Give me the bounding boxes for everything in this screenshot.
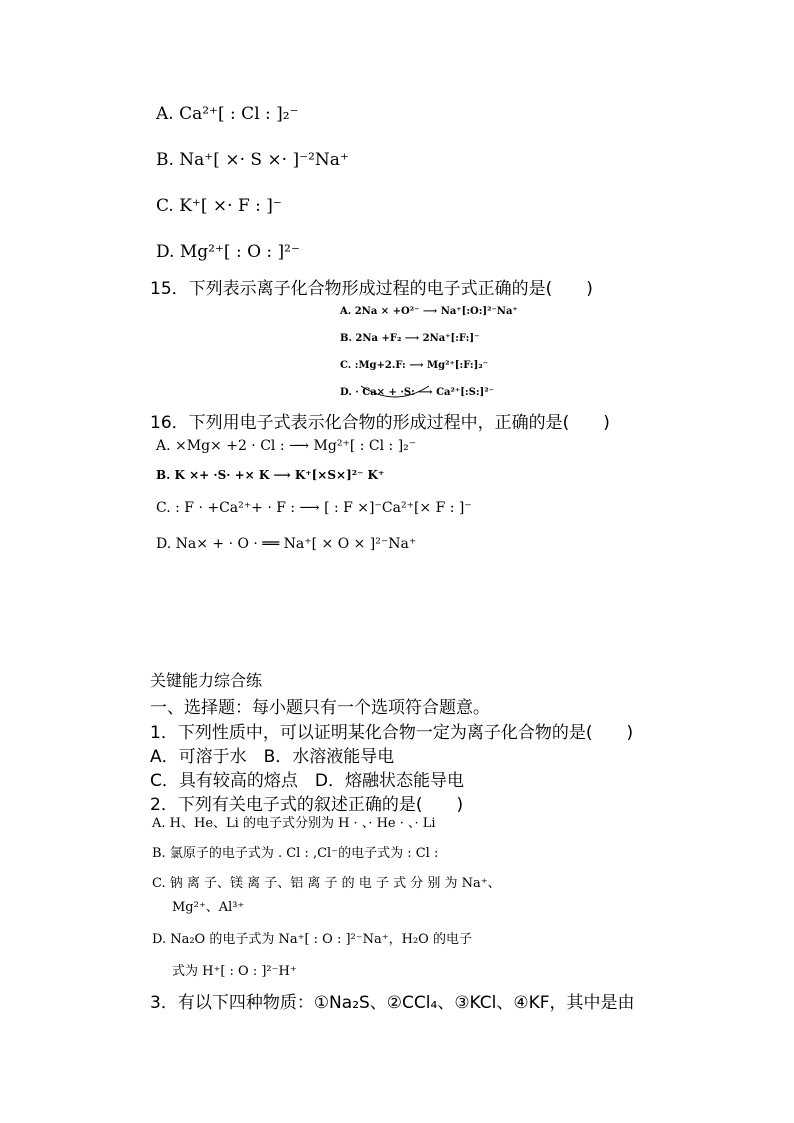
q1-stem: 1．下列性质中，可以证明某化合物一定为离子化合物的是( )	[150, 723, 634, 743]
q2-option-b: B. 氯原子的电子式为 . Cl : ,Cl⁻的电子式为 : Cl :	[152, 846, 439, 861]
prev-option-a: A. Ca²⁺[ : Cl : ]₂⁻	[156, 104, 299, 124]
q15-option-d: D. · Ca× + ·S: ⟶ Ca²⁺[:S:]²⁻	[340, 387, 494, 398]
q16-option-c: C. : F · +Ca²⁺+ · F : ⟶ [ : F ×]⁻Ca²⁺[× F : ]⁻	[156, 500, 472, 516]
q16-option-d: D. Na× + · O · ══ Na⁺[ × O × ]²⁻Na⁺	[156, 536, 417, 552]
q2-option-d-line1: D. Na₂O 的电子式为 Na⁺[ : O : ]²⁻Na⁺，H₂O 的电子	[152, 932, 472, 947]
q2-option-d-line2: 式为 H⁺[ : O : ]²⁻H⁺	[172, 964, 297, 979]
q2-option-a: A. H、He、Li 的电子式分别为 H · 、· He · 、· Li	[152, 816, 436, 831]
q15-option-b: B. 2Na +F₂ ⟶ 2Na⁺[:F:]⁻	[340, 333, 480, 344]
q15-stem: 15．下列表示离子化合物形成过程的电子式正确的是( )	[150, 279, 593, 299]
q15-arrow-arc	[355, 368, 435, 408]
section-subtitle: 一、选择题：每小题只有一个选项符合题意。	[150, 698, 490, 718]
q2-stem: 2．下列有关电子式的叙述正确的是( )	[150, 795, 464, 815]
q16-option-b: B. K ×+ ·S· +× K ⟶ K⁺[×S×]²⁻ K⁺	[156, 468, 385, 482]
q16-stem: 16．下列用电子式表示化合物的形成过程中，正确的是( )	[150, 413, 610, 433]
q2-option-c-line2: Mg²⁺、Al³⁺	[172, 900, 245, 915]
section-title: 关键能力综合练	[150, 671, 263, 690]
q1-options-row2: C．具有较高的熔点 D．熔融状态能导电	[150, 771, 464, 791]
q1-options-row1: A．可溶于水 B．水溶液能导电	[150, 747, 395, 767]
q2-option-c-line1: C. 钠 离 子、镁 离 子、铝 离 子 的 电 子 式 分 别 为 Na⁺、	[152, 876, 501, 891]
q3-stem: 3．有以下四种物质：①Na₂S、②CCl₄、③KCl、④KF，其中是由	[150, 993, 635, 1013]
prev-option-c: C. K⁺[ ×· F : ]⁻	[156, 196, 282, 216]
prev-option-b: B. Na⁺[ ×· S ×· ]⁻²Na⁺	[156, 150, 349, 170]
prev-option-d: D. Mg²⁺[ : O : ]²⁻	[156, 242, 300, 262]
q16-option-a: A. ×Mg× +2 · Cl : ⟶ Mg²⁺[ : Cl : ]₂⁻	[156, 438, 417, 454]
q15-option-a: A. 2Na × +O²⁻ ⟶ Na⁺[:O:]²⁻Na⁺	[340, 306, 518, 317]
q15-option-c: C. :Mg+2.F: ⟶ Mg²⁺[:F:]₂⁻	[340, 360, 489, 371]
